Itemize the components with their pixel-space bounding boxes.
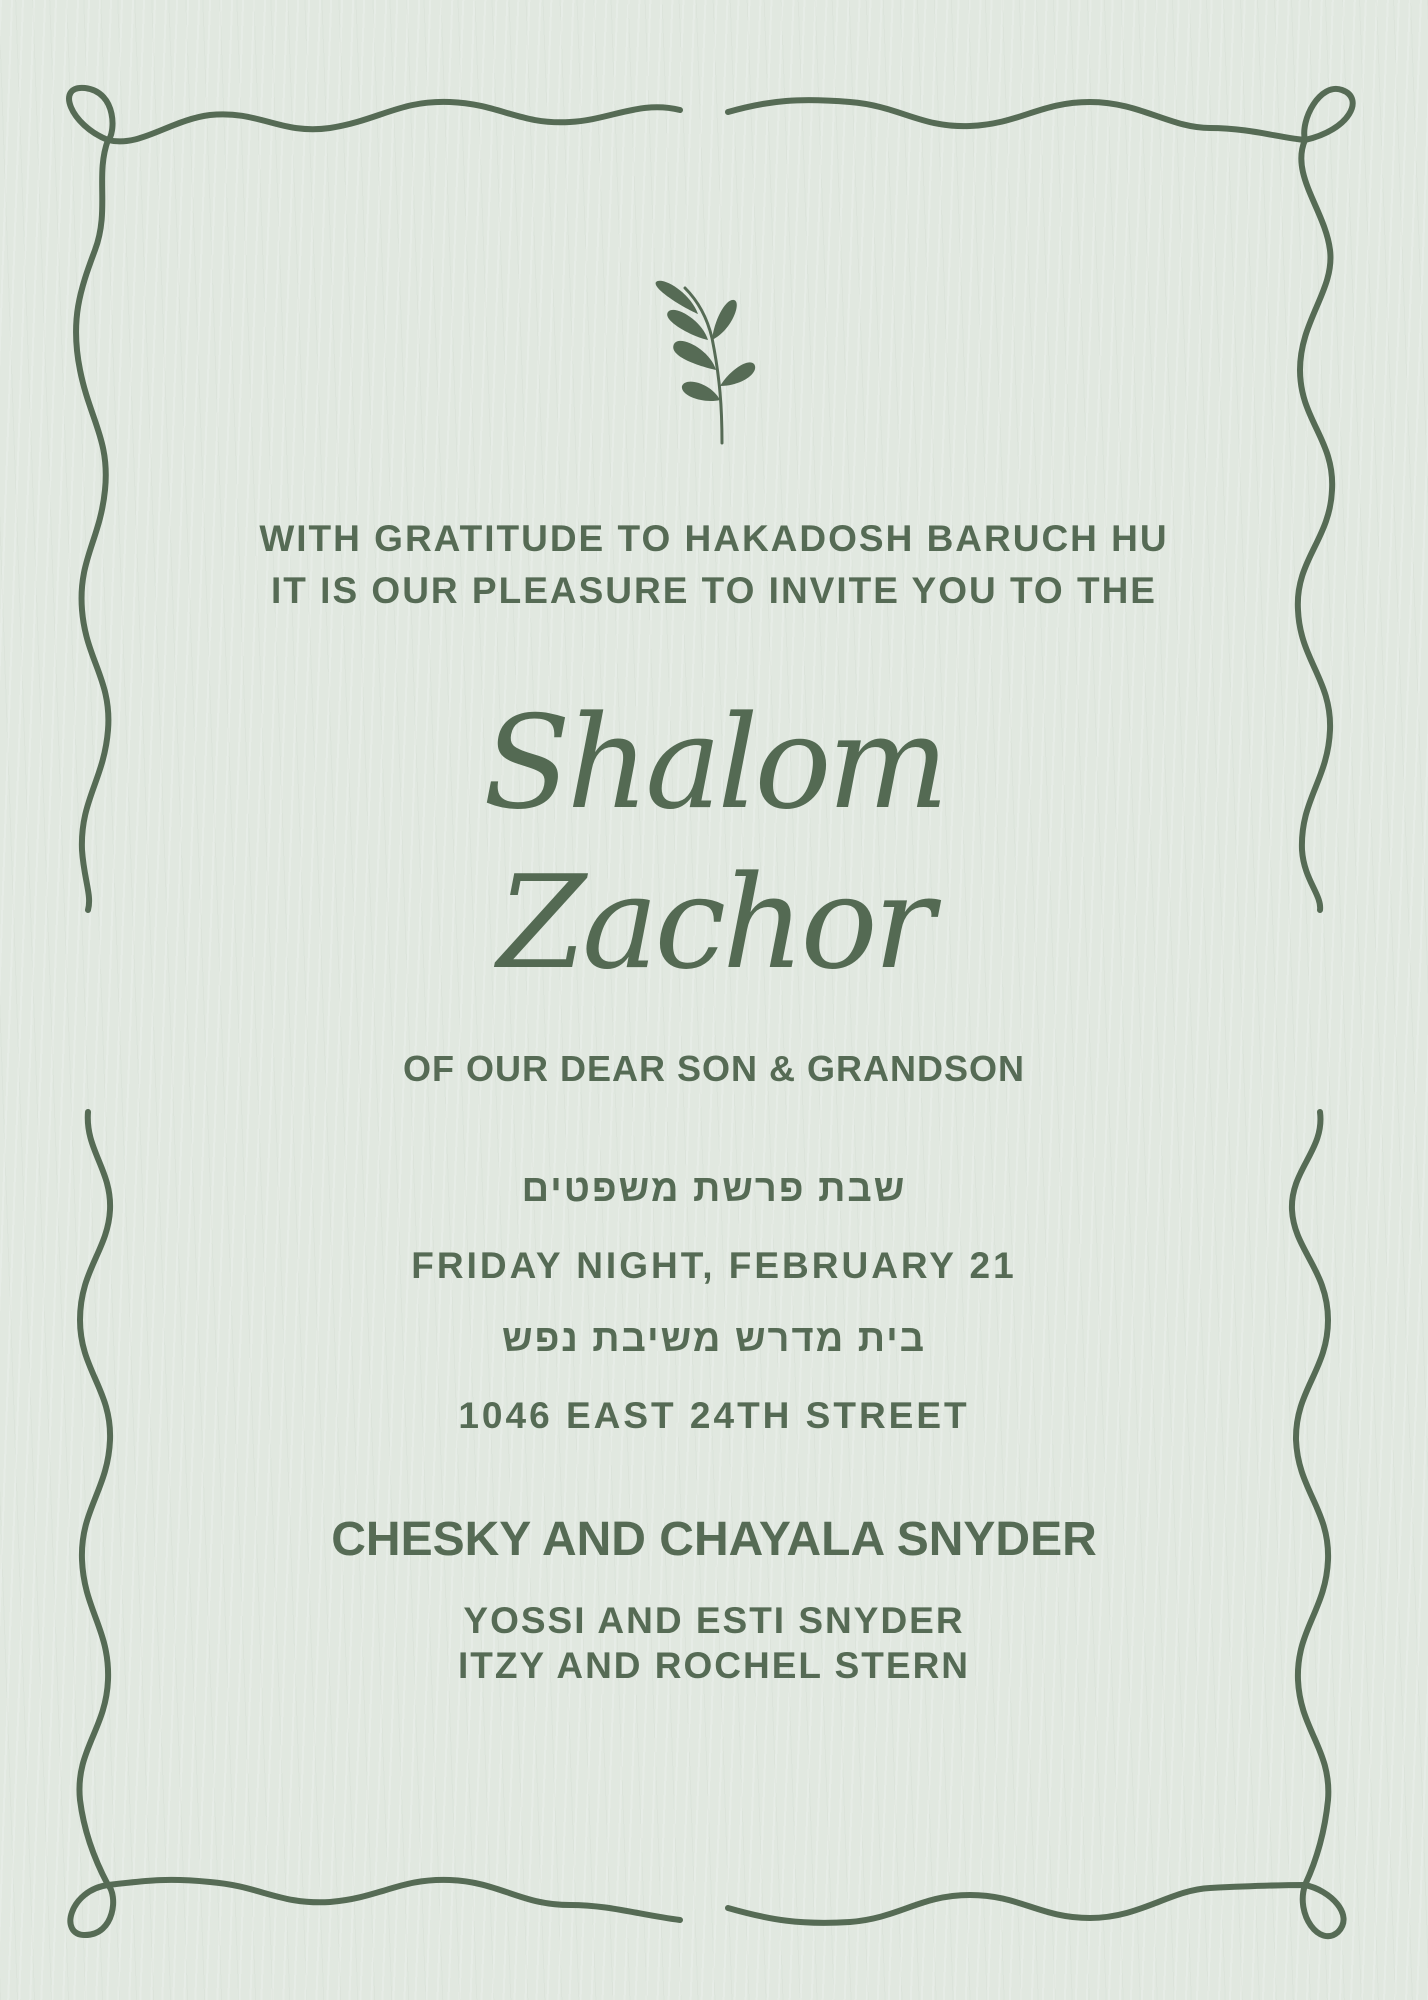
frame-top-right bbox=[728, 89, 1353, 140]
frame-right-lower bbox=[1292, 1112, 1328, 1885]
frame-left-lower bbox=[79, 1112, 110, 1885]
title-line-1: Shalom bbox=[483, 689, 945, 838]
grandparents-line-2: ITZY AND ROCHEL STERN bbox=[457, 1645, 971, 1686]
event-date: FRIDAY NIGHT, FEBRUARY 21 bbox=[411, 1245, 1017, 1286]
subtitle: OF OUR DEAR SON & GRANDSON bbox=[402, 1048, 1026, 1089]
intro-line-1: WITH GRATITUDE TO HAKADOSH BARUCH HU bbox=[259, 518, 1169, 559]
venue-hebrew: בית מדרש משיבת נפש bbox=[501, 1318, 927, 1360]
grandparents-line-1: YOSSI AND ESTI SNYDER bbox=[463, 1600, 965, 1641]
leaf-sprig-icon bbox=[640, 278, 770, 448]
parsha-hebrew: שבת פרשת משפטים bbox=[521, 1168, 907, 1210]
title-line-2: Zachor bbox=[497, 849, 931, 998]
frame-bottom-right bbox=[728, 1885, 1344, 1936]
hosts-names: CHESKY AND CHAYALA SNYDER bbox=[331, 1513, 1097, 1566]
event-address: 1046 EAST 24TH STREET bbox=[458, 1395, 970, 1436]
frame-bottom-left bbox=[70, 1880, 680, 1935]
frame-top-left bbox=[69, 88, 680, 142]
intro-line-2: IT IS OUR PLEASURE TO INVITE YOU TO THE bbox=[271, 570, 1157, 611]
